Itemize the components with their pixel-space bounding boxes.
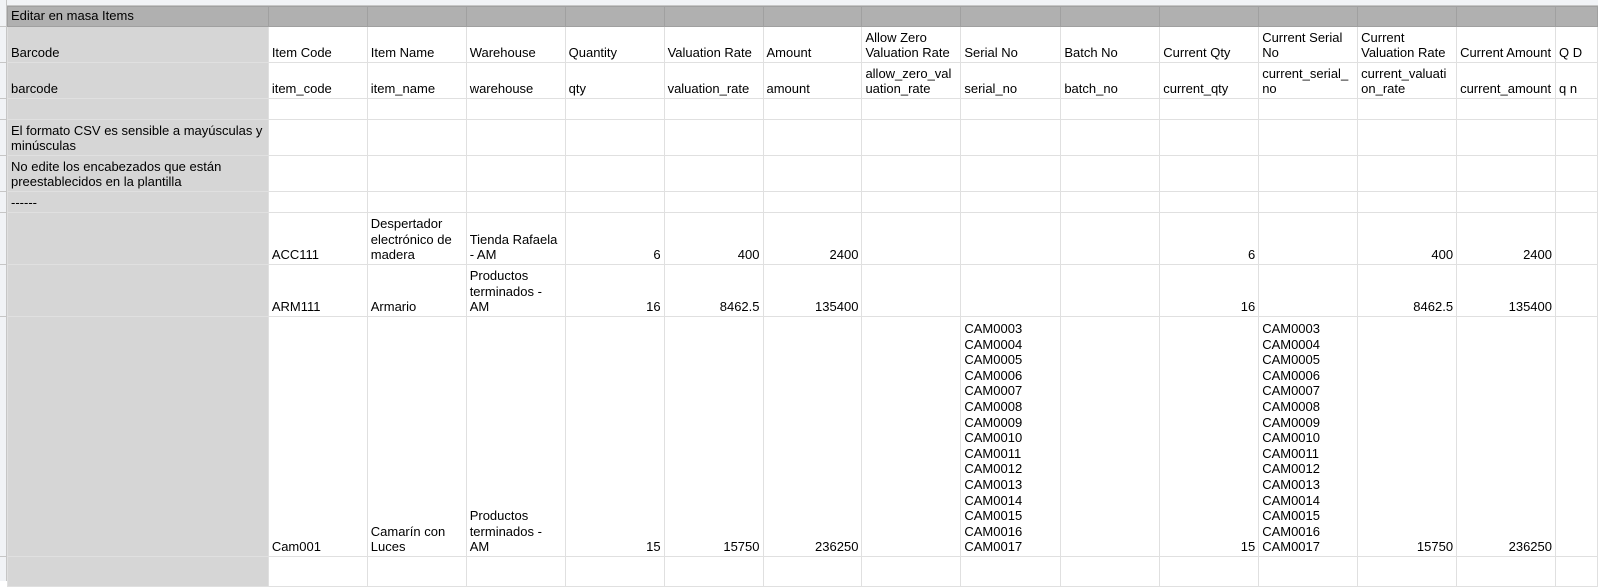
cell[interactable]	[367, 7, 466, 27]
cell[interactable]	[1457, 557, 1556, 587]
sheet-title-cell[interactable]: Editar en masa Items	[8, 7, 269, 27]
field-serial-no[interactable]: serial_no	[961, 63, 1061, 99]
cell[interactable]	[268, 557, 367, 587]
field-current-amount[interactable]: current_amount	[1457, 63, 1556, 99]
cell[interactable]	[1358, 192, 1457, 213]
cell[interactable]	[1259, 156, 1358, 192]
cell[interactable]	[565, 120, 664, 156]
header-barcode[interactable]: Barcode	[8, 27, 269, 63]
cell[interactable]	[268, 192, 367, 213]
batch-no-cell[interactable]	[1061, 265, 1160, 317]
cell[interactable]	[1160, 557, 1259, 587]
current-amount-cell[interactable]: 236250	[1457, 317, 1556, 557]
cell[interactable]	[1556, 156, 1598, 192]
cell[interactable]	[367, 120, 466, 156]
row-divider	[0, 26, 7, 27]
field-item-name[interactable]: item_name	[367, 63, 466, 99]
cell[interactable]	[1061, 557, 1160, 587]
cell[interactable]	[1061, 156, 1160, 192]
current-valuation-rate-cell[interactable]: 8462.5	[1358, 265, 1457, 317]
cell[interactable]	[1160, 192, 1259, 213]
cell[interactable]	[1358, 7, 1457, 27]
header-batch-no[interactable]: Batch No	[1061, 27, 1160, 63]
row-divider	[0, 212, 7, 213]
cell[interactable]	[1160, 156, 1259, 192]
header-current-amount[interactable]: Current Amount	[1457, 27, 1556, 63]
header-warehouse[interactable]: Warehouse	[466, 27, 565, 63]
table-row	[8, 317, 1598, 557]
row-divider	[0, 155, 7, 156]
cell[interactable]	[961, 120, 1061, 156]
cell[interactable]	[664, 557, 763, 587]
cell[interactable]	[1259, 557, 1358, 587]
cell[interactable]	[268, 7, 367, 27]
cell[interactable]	[862, 557, 961, 587]
cell[interactable]	[268, 156, 367, 192]
cell[interactable]	[1160, 7, 1259, 27]
amount-cell[interactable]: 236250	[763, 317, 862, 557]
header-current-valuation-rate[interactable]: Current Valuation Rate	[1358, 27, 1457, 63]
cell[interactable]	[961, 557, 1061, 587]
row-divider	[0, 264, 7, 265]
qty-cell[interactable]: 6	[565, 213, 664, 265]
cell[interactable]	[1061, 99, 1160, 120]
note-csv-case-sensitive[interactable]: El formato CSV es sensible a mayúsculas y minúsculas	[8, 120, 269, 156]
cell[interactable]	[862, 156, 961, 192]
header-amount[interactable]: Amount	[763, 27, 862, 63]
field-partial-column[interactable]: q n	[1556, 63, 1598, 99]
cell[interactable]	[763, 99, 862, 120]
warehouse-cell[interactable]: Productos terminados - AM	[466, 265, 565, 317]
row-divider	[0, 191, 7, 192]
header-label-row	[8, 27, 1598, 63]
cell[interactable]	[1358, 156, 1457, 192]
empty-row	[8, 99, 1598, 120]
current-valuation-rate-cell[interactable]: 400	[1358, 213, 1457, 265]
cell[interactable]	[1259, 120, 1358, 156]
header-allow-zero-valuation-rate[interactable]: Allow Zero Valuation Rate	[862, 27, 961, 63]
note-row	[8, 120, 1598, 156]
empty-row	[8, 557, 1598, 587]
row-divider	[0, 316, 7, 317]
current-amount-cell[interactable]: 135400	[1457, 265, 1556, 317]
cell[interactable]	[565, 192, 664, 213]
cell[interactable]	[664, 120, 763, 156]
allow-zero-cell[interactable]	[862, 317, 961, 557]
cell[interactable]	[763, 7, 862, 27]
cell[interactable]	[961, 156, 1061, 192]
cell[interactable]	[664, 156, 763, 192]
cell[interactable]	[1457, 99, 1556, 120]
cell[interactable]	[1457, 192, 1556, 213]
cell[interactable]	[466, 7, 565, 27]
item-name-cell[interactable]: Camarín con Luces	[367, 317, 466, 557]
cell[interactable]	[1556, 7, 1598, 27]
current-qty-cell[interactable]: 15	[1160, 317, 1259, 557]
field-allow-zero-valuation-rate[interactable]: allow_zero_valuation_rate	[862, 63, 961, 99]
cell[interactable]	[1457, 7, 1556, 27]
cell[interactable]	[664, 99, 763, 120]
item-code-cell[interactable]: Cam001	[268, 317, 367, 557]
barcode-cell[interactable]	[8, 317, 269, 557]
item-code-cell[interactable]: ARM111	[268, 265, 367, 317]
cell[interactable]	[565, 99, 664, 120]
cell[interactable]	[466, 120, 565, 156]
item-name-cell[interactable]: Despertador electrónico de madera	[367, 213, 466, 265]
cell[interactable]	[961, 99, 1061, 120]
barcode-cell[interactable]	[8, 213, 269, 265]
cell[interactable]	[862, 7, 961, 27]
header-partial-column[interactable]: Q D	[1556, 27, 1598, 63]
header-valuation-rate[interactable]: Valuation Rate	[664, 27, 763, 63]
cell[interactable]	[961, 192, 1061, 213]
qty-cell[interactable]: 16	[565, 265, 664, 317]
note-row	[8, 156, 1598, 192]
cell[interactable]	[8, 99, 269, 120]
field-current-qty[interactable]: current_qty	[1160, 63, 1259, 99]
current-valuation-rate-cell[interactable]: 15750	[1358, 317, 1457, 557]
field-batch-no[interactable]: batch_no	[1061, 63, 1160, 99]
warehouse-cell[interactable]: Tienda Rafaela - AM	[466, 213, 565, 265]
cell[interactable]	[763, 156, 862, 192]
cell[interactable]	[862, 99, 961, 120]
row-header-strip[interactable]	[0, 0, 7, 581]
table-row	[8, 213, 1598, 265]
cell[interactable]	[1457, 120, 1556, 156]
cell[interactable]	[1358, 120, 1457, 156]
header-current-serial-no[interactable]: Current Serial No	[1259, 27, 1358, 63]
amount-cell[interactable]: 135400	[763, 265, 862, 317]
field-amount[interactable]: amount	[763, 63, 862, 99]
separator-row	[8, 192, 1598, 213]
cell[interactable]	[1556, 99, 1598, 120]
header-serial-no[interactable]: Serial No	[961, 27, 1061, 63]
row-divider	[0, 62, 7, 63]
fieldname-row	[8, 63, 1598, 99]
cell[interactable]	[961, 7, 1061, 27]
cell[interactable]	[466, 99, 565, 120]
batch-no-cell[interactable]	[1061, 213, 1160, 265]
table-row	[8, 265, 1598, 317]
serial-no-cell[interactable]	[961, 265, 1061, 317]
cell[interactable]	[1061, 7, 1160, 27]
row-divider	[0, 556, 7, 557]
cell[interactable]	[367, 99, 466, 120]
field-current-serial-no[interactable]: current_serial_no	[1259, 63, 1358, 99]
row-divider	[0, 98, 7, 99]
cell[interactable]	[1358, 557, 1457, 587]
cell[interactable]	[466, 557, 565, 587]
cell[interactable]	[466, 192, 565, 213]
serial-no-cell[interactable]: CAM0003 CAM0004 CAM0005 CAM0006 CAM0007 CAM0008 CAM0009 CAM0010 CAM0011 CAM0012 CAM0013 CAM0014 CAM0015 CAM0016 CAM0017	[961, 317, 1061, 557]
current-amount-cell[interactable]: 2400	[1457, 213, 1556, 265]
title-row	[8, 7, 1598, 27]
warehouse-cell[interactable]: Productos terminados - AM	[466, 317, 565, 557]
item-name-cell[interactable]: Armario	[367, 265, 466, 317]
cell[interactable]	[862, 120, 961, 156]
cell[interactable]	[1259, 192, 1358, 213]
field-barcode[interactable]: barcode	[8, 63, 269, 99]
valuation-rate-cell[interactable]: 8462.5	[664, 265, 763, 317]
cell[interactable]	[1556, 317, 1598, 557]
cell[interactable]	[1556, 120, 1598, 156]
field-qty[interactable]: qty	[565, 63, 664, 99]
cell[interactable]	[763, 120, 862, 156]
cell[interactable]	[1556, 213, 1598, 265]
allow-zero-cell[interactable]	[862, 213, 961, 265]
cell[interactable]	[763, 557, 862, 587]
cell[interactable]	[1358, 99, 1457, 120]
header-current-qty[interactable]: Current Qty	[1160, 27, 1259, 63]
cell[interactable]	[1160, 120, 1259, 156]
header-item-name[interactable]: Item Name	[367, 27, 466, 63]
serial-no-cell[interactable]	[961, 213, 1061, 265]
cell[interactable]	[1556, 265, 1598, 317]
cell[interactable]	[367, 192, 466, 213]
current-qty-cell[interactable]: 6	[1160, 213, 1259, 265]
batch-no-cell[interactable]	[1061, 317, 1160, 557]
current-serial-no-cell[interactable]	[1259, 213, 1358, 265]
cell[interactable]	[1457, 156, 1556, 192]
cell[interactable]	[565, 557, 664, 587]
cell[interactable]	[565, 7, 664, 27]
cell[interactable]	[268, 99, 367, 120]
cell[interactable]	[1160, 99, 1259, 120]
current-serial-no-cell[interactable]	[1259, 265, 1358, 317]
current-serial-no-cell[interactable]: CAM0003 CAM0004 CAM0005 CAM0006 CAM0007 CAM0008 CAM0009 CAM0010 CAM0011 CAM0012 CAM0013 CAM0014 CAM0015 CAM0016 CAM0017	[1259, 317, 1358, 557]
field-warehouse[interactable]: warehouse	[466, 63, 565, 99]
item-code-cell[interactable]: ACC111	[268, 213, 367, 265]
allow-zero-cell[interactable]	[862, 265, 961, 317]
separator-cell[interactable]: ------	[8, 192, 269, 213]
cell[interactable]	[664, 7, 763, 27]
barcode-cell[interactable]	[8, 265, 269, 317]
cell[interactable]	[268, 120, 367, 156]
valuation-rate-cell[interactable]: 15750	[664, 317, 763, 557]
cell[interactable]	[367, 557, 466, 587]
cell[interactable]	[565, 156, 664, 192]
cell[interactable]	[1061, 192, 1160, 213]
cell[interactable]	[367, 156, 466, 192]
field-valuation-rate[interactable]: valuation_rate	[664, 63, 763, 99]
spreadsheet-grid	[7, 6, 1598, 587]
cell[interactable]	[1556, 192, 1598, 213]
field-current-valuation-rate[interactable]: current_valuation_rate	[1358, 63, 1457, 99]
note-no-edit-headers[interactable]: No edite los encabezados que están preestablecidos en la plantilla	[8, 156, 269, 192]
row-divider	[0, 119, 7, 120]
field-item-code[interactable]: item_code	[268, 63, 367, 99]
cell[interactable]	[1061, 120, 1160, 156]
cell[interactable]	[8, 557, 269, 587]
cell[interactable]	[664, 192, 763, 213]
amount-cell[interactable]: 2400	[763, 213, 862, 265]
qty-cell[interactable]: 15	[565, 317, 664, 557]
cell[interactable]	[862, 192, 961, 213]
current-qty-cell[interactable]: 16	[1160, 265, 1259, 317]
header-item-code[interactable]: Item Code	[268, 27, 367, 63]
cell[interactable]	[1556, 557, 1598, 587]
cell[interactable]	[763, 192, 862, 213]
valuation-rate-cell[interactable]: 400	[664, 213, 763, 265]
header-quantity[interactable]: Quantity	[565, 27, 664, 63]
cell[interactable]	[1259, 7, 1358, 27]
cell[interactable]	[466, 156, 565, 192]
cell[interactable]	[1259, 99, 1358, 120]
